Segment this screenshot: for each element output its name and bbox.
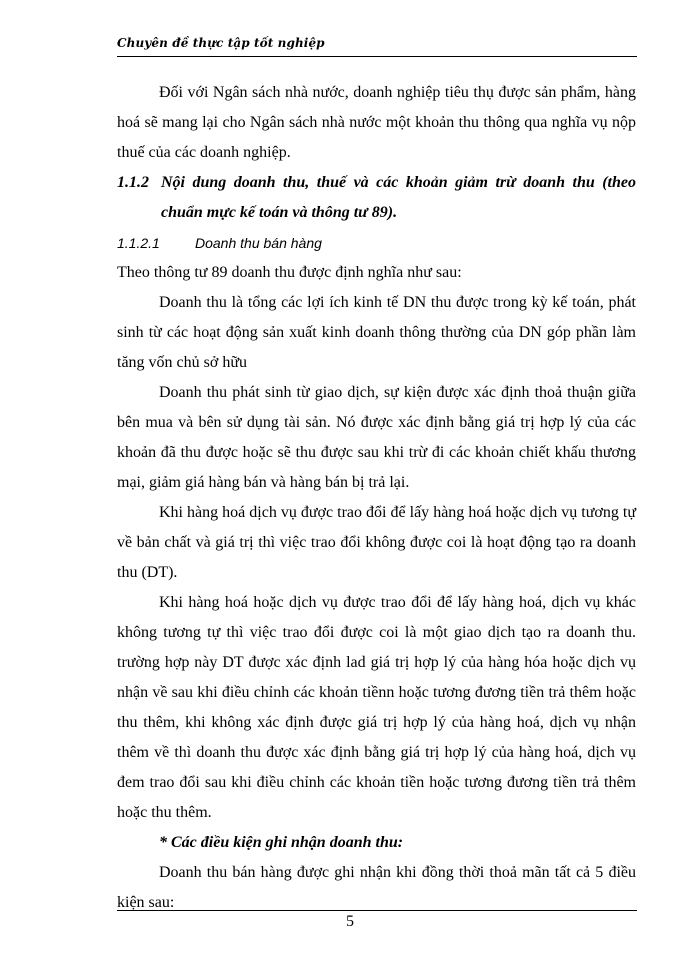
page-number: 5 bbox=[346, 913, 354, 930]
paragraph-dissimilar-exchange: Khi hàng hoá hoặc dịch vụ được trao đổi để lấy hàng hoá, dịch vụ khác không tương tự thì việc trao đổi được coi là một giao dịch tạo ra doanh thu. trường hợp này DT được xác định lad giá trị hợp lý của hàng hóa hoặc dịch vụ nhận về sau khi điều chỉnh các khoản tiềnn hoặc tương đương tiền trả thêm hoặc thu thêm, khi không xác định được giá trị hợp lý của hàng hoá, dịch vụ nhận thêm về thì doanh thu được xác định bằng giá trị hợp lý của hàng hoá, dịch vụ đem trao đổi sau khi điều chỉnh các khoản tiền hoặc tương đương tiền trả thêm hoặc thu thêm. bbox=[117, 594, 636, 821]
page-header-title: Chuyên đề thực tập tốt nghiệp bbox=[117, 36, 325, 50]
paragraph-conditions-intro: Doanh thu bán hàng được ghi nhận khi đồng thời thoả mãn tất cả 5 điều kiện sau: bbox=[117, 864, 636, 911]
section-heading bbox=[117, 168, 636, 228]
section-heading-text: Nội dung doanh thu, thuế và các khoản giảm trừ doanh thu (theo chuẩn mực kế toán và thông tư 89). bbox=[161, 174, 636, 221]
footer-divider bbox=[117, 910, 637, 911]
conditions-heading: * Các điều kiện ghi nhận doanh thu: bbox=[159, 834, 404, 851]
paragraph-similar-exchange: Khi hàng hoá dịch vụ được trao đổi để lấy hàng hoá hoặc dịch vụ tương tự về bản chất và giá trị thì việc trao đổi không được coi là hoạt động tạo ra doanh thu (DT). bbox=[117, 504, 636, 581]
paragraph-revenue-transactions: Doanh thu phát sinh từ giao dịch, sự kiện được xác định thoả thuận giữa bên mua và bên sử dụng tài sản. Nó được xác định bằng giá trị hợp lý của các khoản đã thu được hoặc sẽ thu được sau khi trừ đi các khoản chiết khấu thương mại, giảm giá hàng bán và hàng bán bị trả lại. bbox=[117, 384, 636, 491]
subsection-heading-number: 1.1.2.1 bbox=[117, 235, 160, 251]
subsection-heading bbox=[117, 228, 636, 258]
subsection-heading-text: Doanh thu bán hàng bbox=[195, 235, 322, 251]
paragraph-revenue-definition: Doanh thu là tổng các lợi ích kinh tế DN thu được trong kỳ kế toán, phát sinh từ các hoạt động sản xuất kinh doanh thông thường của DN góp phần làm tăng vốn chủ sở hữu bbox=[117, 294, 636, 371]
paragraph-definition-intro: Theo thông tư 89 doanh thu được định nghĩa như sau: bbox=[117, 264, 462, 281]
paragraph-state-budget: Đối với Ngân sách nhà nước, doanh nghiệp tiêu thụ được sản phẩm, hàng hoá sẽ mang lại cho Ngân sách nhà nước một khoản thu thông qua nghĩa vụ nộp thuế của các doanh nghiệp. bbox=[117, 84, 636, 161]
section-heading-number: 1.1.2 bbox=[117, 174, 149, 191]
header-divider bbox=[117, 56, 637, 57]
document-body bbox=[117, 78, 636, 918]
